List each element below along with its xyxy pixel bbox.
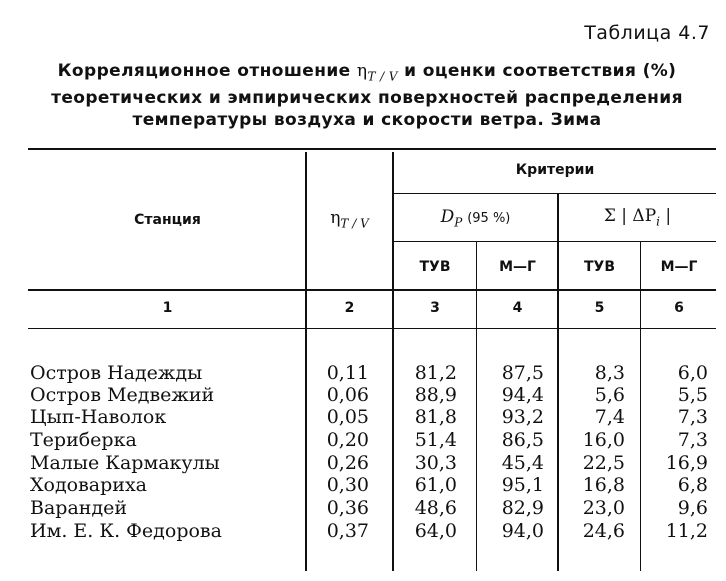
- caption-text: Корреляционное отношение: [57, 61, 357, 81]
- dp-mg-value: 93,2: [501, 406, 544, 428]
- station-name: Остров Медвежий: [30, 384, 215, 406]
- dp-tuv-value: 30,3: [414, 452, 457, 474]
- eta-value: 0,37: [326, 520, 369, 542]
- caption-line-1: [20, 60, 714, 87]
- table-number: Таблица 4.7: [584, 22, 710, 44]
- station-name: Териберка: [30, 429, 137, 451]
- eta-value: 0,11: [326, 362, 369, 384]
- station-name: Ходовариха: [30, 474, 147, 496]
- sum-mg-value: 6,8: [677, 474, 708, 496]
- header-criteria: Критерии: [515, 162, 595, 178]
- caption-text: и оценки соответствия (%): [397, 61, 677, 81]
- sum-tuv-value: 16,8: [582, 474, 625, 496]
- sum-mg-value: 5,5: [677, 384, 708, 406]
- sum-tuv-value: 7,4: [594, 406, 625, 428]
- caption-line-2: теоретических и эмпирических поверхностей распределения: [51, 88, 683, 109]
- station-name: Малые Кармакулы: [30, 452, 220, 474]
- dp-mg-value: 94,0: [501, 520, 544, 542]
- sum-tuv-value: 8,3: [594, 362, 625, 384]
- sum-mg-value: 7,3: [677, 406, 708, 428]
- sum-tuv-value: 24,6: [582, 520, 625, 542]
- station-name: Остров Надежды: [30, 362, 203, 384]
- header-eta: $\eta_{T / V}$: [330, 208, 369, 231]
- sum-mg-value: 11,2: [665, 520, 708, 542]
- dp-tuv-value: 88,9: [414, 384, 457, 406]
- sum-tuv-value: 22,5: [582, 452, 625, 474]
- sum-mg-value: 7,3: [677, 429, 708, 451]
- header-station: Станция: [134, 212, 201, 228]
- dp-tuv-value: 64,0: [414, 520, 457, 542]
- sum-mg-value: 9,6: [677, 497, 708, 519]
- dp-mg-value: 94,4: [501, 384, 544, 406]
- station-name: Цып-Наволок: [30, 406, 167, 428]
- sum-tuv-value: 5,6: [594, 384, 625, 406]
- eta-value: 0,30: [326, 474, 369, 496]
- dp-tuv-value: 61,0: [414, 474, 457, 496]
- dp-mg-value: 87,5: [501, 362, 544, 384]
- sum-mg-value: 16,9: [665, 452, 708, 474]
- dp-tuv-value: 81,8: [414, 406, 457, 428]
- eta-value: 0,20: [326, 429, 369, 451]
- header-dp-tuv: ТУВ: [419, 259, 451, 275]
- eta-value: 0,05: [326, 406, 369, 428]
- caption-line-3: температуры воздуха и скорости ветра. Зима: [132, 110, 602, 131]
- criteria-rule: [392, 193, 716, 194]
- dp-mg-value: 45,4: [501, 452, 544, 474]
- station-name: Варандей: [30, 497, 128, 519]
- sum-mg-value: 6,0: [677, 362, 708, 384]
- dp-mg-value: 86,5: [501, 429, 544, 451]
- eta-value: 0,26: [326, 452, 369, 474]
- col-number-3: 3: [430, 300, 440, 316]
- header-dp: $D_P$ (95 %): [440, 207, 511, 230]
- eta-value: 0,06: [326, 384, 369, 406]
- header-sum-mg: М—Г: [660, 259, 698, 275]
- header-sum-tuv: ТУВ: [583, 259, 615, 275]
- dp-mg-value: 82,9: [501, 497, 544, 519]
- header-dp-mg: М—Г: [499, 259, 536, 275]
- dp-tuv-value: 51,4: [414, 429, 457, 451]
- colnum-rule: [28, 328, 716, 329]
- col-rule-3: [476, 241, 477, 571]
- col-rule-5: [640, 241, 641, 571]
- sum-tuv-value: 23,0: [582, 497, 625, 519]
- eta-value: 0,36: [326, 497, 369, 519]
- dp-tuv-value: 81,2: [414, 362, 457, 384]
- station-name: Им. Е. К. Федорова: [30, 520, 222, 542]
- subcriteria-rule: [392, 241, 716, 242]
- header-sum: Σ | $\Delta P_i$ |: [603, 206, 672, 229]
- col-number-6: 6: [674, 300, 684, 316]
- table-top-rule: [28, 148, 716, 150]
- table-caption: [20, 60, 714, 131]
- header-bottom-rule: [28, 289, 716, 291]
- dp-tuv-value: 48,6: [414, 497, 457, 519]
- eta-symbol: $\eta_{T / V}$: [356, 61, 398, 84]
- col-number-1: 1: [162, 300, 173, 316]
- dp-mg-value: 95,1: [501, 474, 544, 496]
- col-number-2: 2: [344, 300, 355, 316]
- col-number-4: 4: [512, 300, 523, 316]
- sum-tuv-value: 16,0: [582, 429, 625, 451]
- col-number-5: 5: [594, 300, 605, 316]
